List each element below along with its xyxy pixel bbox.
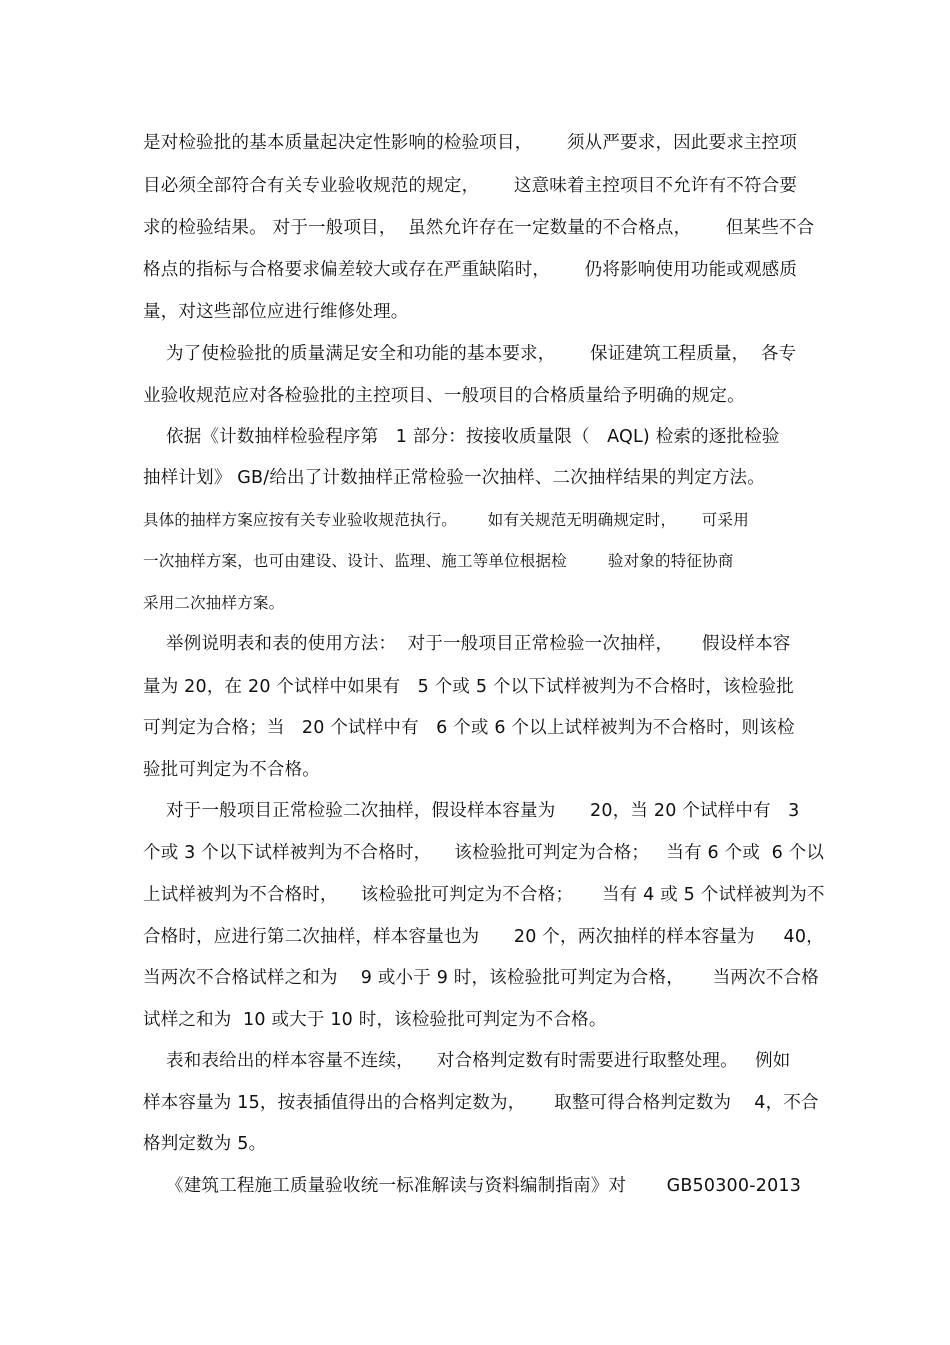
text-line: 样本容量为 15，按表插值得出的合格判定数为， 取整可得合格判定数为 4，不合	[143, 1093, 819, 1113]
text-line: 目必须全部符合有关专业验收规范的规定， 这意味着主控项目不允许有不符合要	[143, 176, 798, 196]
text-line: 一次抽样方案，也可由建设、设计、监理、施工等单位根据检 验对象的特征协商	[143, 552, 734, 570]
text-line: 举例说明表和表的使用方法： 对于一般项目正常检验一次抽样， 假设样本容	[143, 634, 791, 654]
text-line: 求的检验结果。 对于一般项目， 虽然允许存在一定数量的不合格点， 但某些不合	[143, 218, 815, 238]
text-line: 采用二次抽样方案。	[143, 594, 285, 612]
text-line: 验批可判定为不合格。	[143, 760, 320, 780]
text-line: 《建筑工程施工质量验收统一标准解读与资料编制指南》对 GB50300-2013	[143, 1176, 802, 1196]
text-line: 具体的抽样方案应按有关专业验收规范执行。 如有关规范无明确规定时， 可采用	[143, 511, 749, 529]
text-line: 试样之和为 10 或大于 10 时，该检验批可判定为不合格。	[143, 1010, 607, 1030]
text-line: 量为 20，在 20 个试样中如果有 5 个或 5 个以下试样被判为不合格时，该检验批	[143, 677, 794, 697]
text-line: 是对检验批的基本质量起决定性影响的检验项目， 须从严要求，因此要求主控项	[143, 133, 798, 153]
text-line: 业验收规范应对各检验批的主控项目、一般项目的合格质量给予明确的规定。	[143, 386, 745, 406]
text-line: 合格时，应进行第二次抽样，样本容量也为 20 个，两次抽样的样本容量为 40，	[143, 927, 824, 947]
text-line: 抽样计划》 GB/给出了计数抽样正常检验一次抽样、二次抽样结果的判定方法。	[143, 468, 765, 488]
text-line: 为了使检验批的质量满足安全和功能的基本要求， 保证建筑工程质量， 各专	[143, 344, 797, 364]
text-line: 个或 3 个以下试样被判为不合格时， 该检验批可判定为合格； 当有 6 个或 6 个以	[143, 843, 825, 863]
text-line: 依据《计数抽样检验程序第 1 部分：按接收质量限（ AQL) 检索的逐批检验	[143, 427, 780, 447]
text-line: 可判定为合格；当 20 个试样中有 6 个或 6 个以上试样被判为不合格时，则该检	[143, 718, 795, 738]
text-line: 量，对这些部位应进行维修处理。	[143, 302, 409, 322]
text-line: 当两次不合格试样之和为 9 或小于 9 时，该检验批可判定为合格， 当两次不合格	[143, 968, 819, 988]
text-line: 表和表给出的样本容量不连续， 对合格判定数有时需要进行取整处理。 例如	[143, 1051, 791, 1071]
text-line: 对于一般项目正常检验二次抽样，假设样本容量为 20，当 20 个试样中有 3	[143, 801, 800, 821]
text-line: 格点的指标与合格要求偏差较大或存在严重缺陷时， 仍将影响使用功能或观感质	[143, 260, 798, 280]
text-line: 上试样被判为不合格时， 该检验批可判定为不合格； 当有 4 或 5 个试样被判为不	[143, 885, 825, 905]
text-line: 格判定数为 5。	[143, 1134, 267, 1154]
